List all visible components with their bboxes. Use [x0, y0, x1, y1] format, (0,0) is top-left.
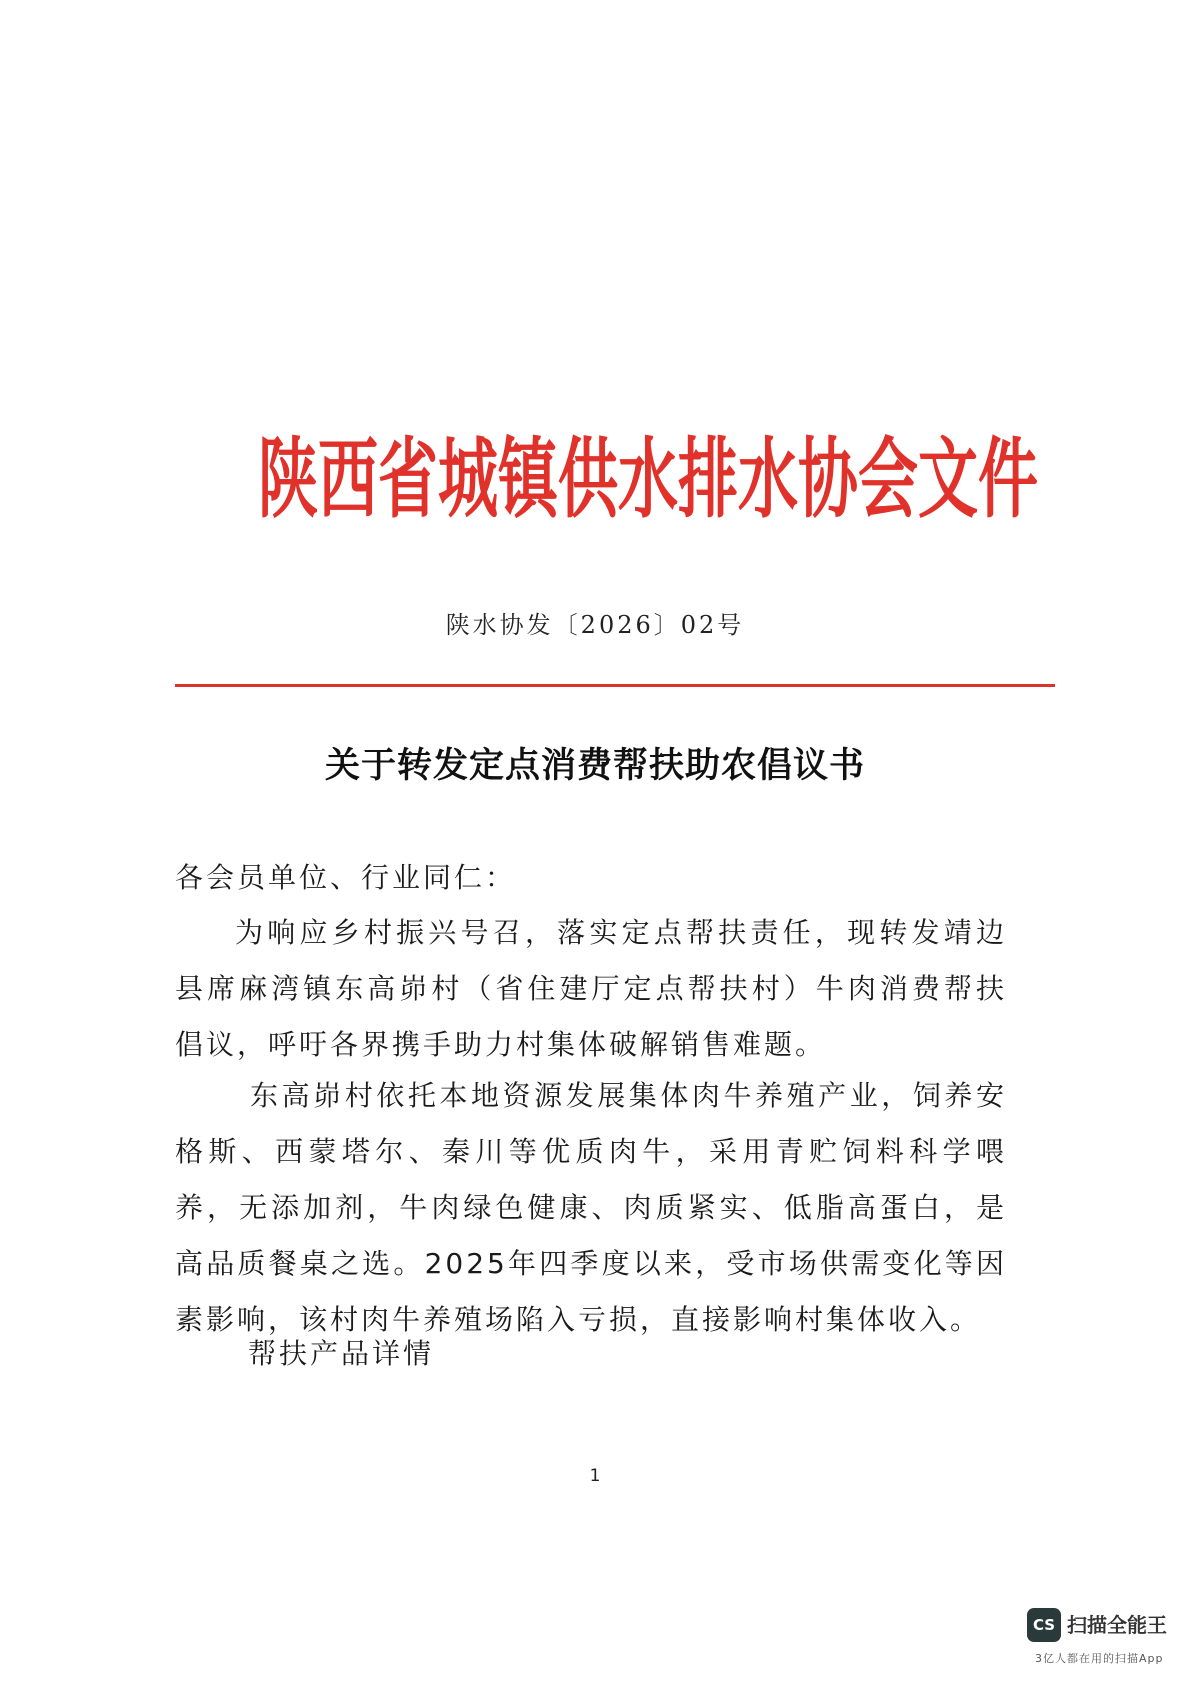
scanner-tagline: 3亿人都在用的扫描App	[1035, 1652, 1164, 1665]
scanner-app-name: 扫描全能王	[1067, 1613, 1167, 1637]
paragraph-intro: 为响应乡村振兴号召，落实定点帮扶责任，现转发靖边县席麻湾镇东高峁村（省住建厅定点帮扶村）牛肉消费帮扶倡议，呼吁各界携手助力村集体破解销售难题。	[175, 916, 1007, 1061]
page-number: 1	[589, 1466, 601, 1486]
paragraph-product-heading: 帮扶产品详情	[248, 1337, 435, 1370]
camscanner-logo-icon: CS	[1027, 1608, 1061, 1642]
document-number: 陕水协发〔2026〕02号	[445, 611, 745, 639]
masthead-title: 陕西省城镇供水排水协会文件	[258, 429, 1038, 531]
paragraph-background: 东高峁村依托本地资源发展集体肉牛养殖产业，饲养安格斯、西蒙塔尔、秦川等优质肉牛，采用青贮饲料科学喂养，无添加剂，牛肉绿色健康、肉质紧实、低脂高蛋白，是高品质餐桌之选。2025年四季度以来，受市场供需变化等因素影响，该村肉牛养殖场陷入亏损，直接影响村集体收入。	[175, 1079, 1007, 1336]
red-divider-line	[175, 684, 1055, 687]
document-title: 关于转发定点消费帮扶助农倡议书	[324, 745, 865, 786]
salutation: 各会员单位、行业同仁：	[175, 861, 517, 894]
scanner-watermark	[1027, 1608, 1177, 1676]
